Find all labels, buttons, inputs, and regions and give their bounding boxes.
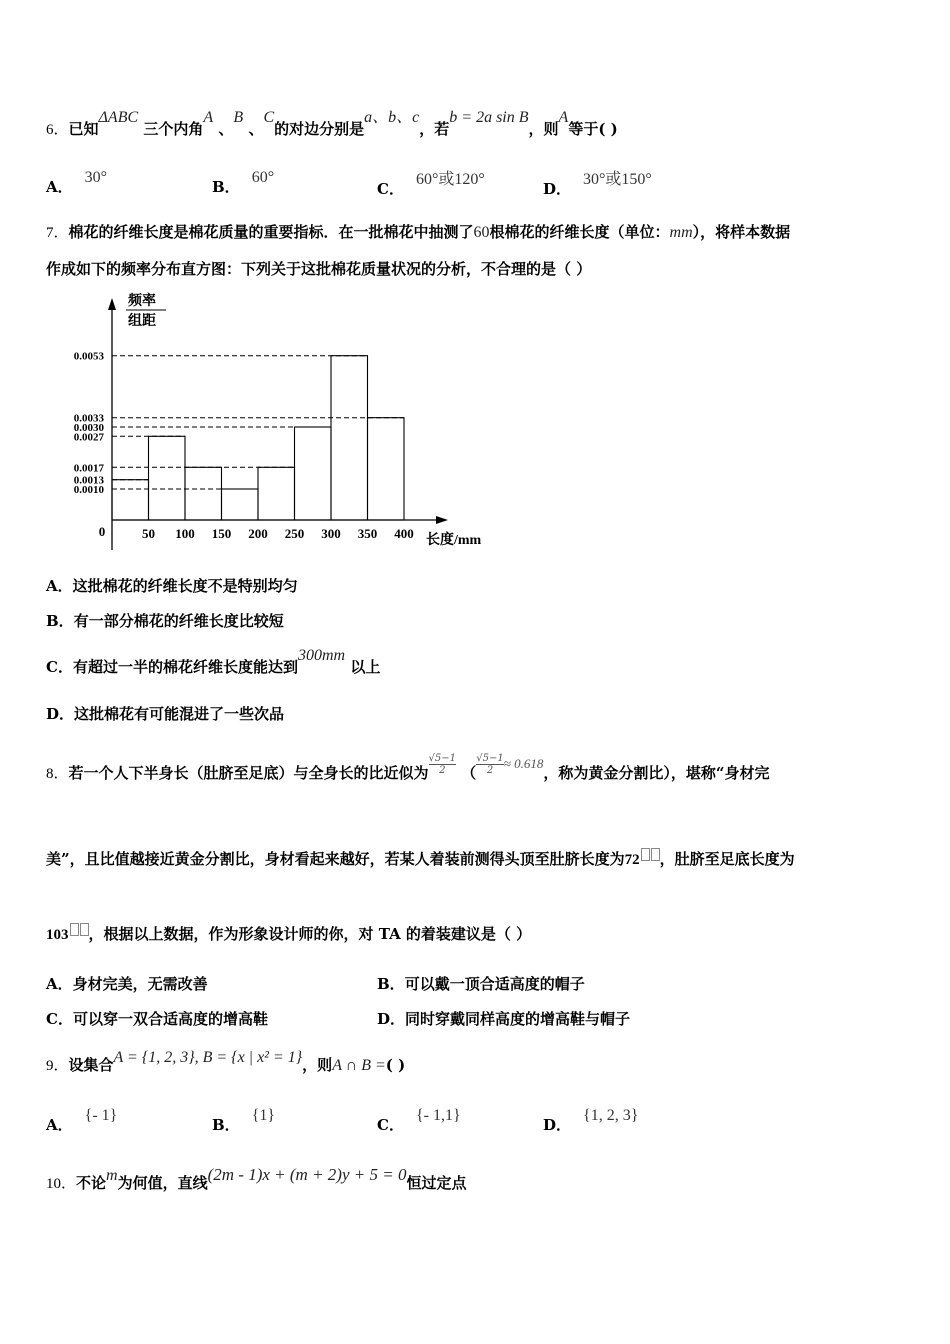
- histogram-bar: [368, 418, 405, 520]
- q7-300mm-math: 300mm: [297, 647, 346, 664]
- missing-glyph-icon: [651, 848, 660, 861]
- y-tick-label: 0.0030: [73, 422, 104, 434]
- y-axis-label-bottom: 组距: [128, 314, 156, 329]
- q9-number: 9．: [46, 1058, 69, 1074]
- x-tick-label: 350: [357, 526, 378, 541]
- q6-condition-math: b = 2a sin B: [449, 109, 529, 126]
- q6-option-d[interactable]: D．30°或150°: [543, 171, 652, 198]
- q10-line-equation-math: (2m - 1)x + (m + 2)y + 5 = 0: [207, 1165, 407, 1184]
- q6-stem: 6．已知ΔABC 三个内角A 、B 、C的对边分别是a、b、c，若b = 2a sin B，则A等于( ): [46, 109, 618, 138]
- q6-option-c[interactable]: C．60°或120°: [377, 171, 485, 198]
- missing-glyph-icon: [70, 923, 79, 936]
- q7-option-a[interactable]: A．这批棉花的纤维长度不是特别均匀: [46, 577, 298, 595]
- q9-option-c[interactable]: C．{- 1,1}: [377, 1107, 461, 1134]
- y-axis-label-top: 频率: [128, 294, 156, 309]
- q7-option-d[interactable]: D．这批棉花有可能混进了一些次品: [46, 705, 285, 723]
- q6-sides-math: a、b、c: [364, 109, 420, 126]
- q10-stem: 10．不论m为何值，直线(2m - 1)x + (m + 2)y + 5 = 0恒过定点: [46, 1165, 467, 1192]
- missing-glyph-icon: [80, 923, 89, 936]
- q9-stem: 9．设集合A = {1, 2, 3}, B = {x | x² = 1}，则A ∩ B =( ): [46, 1049, 406, 1074]
- x-tick-label: 200: [248, 526, 268, 541]
- q8-option-b[interactable]: B．可以戴一顶合适高度的帽子: [377, 975, 585, 993]
- y-tick-label: 0.0013: [73, 474, 104, 487]
- y-tick-label: 0.0033: [73, 412, 104, 425]
- y-axis-arrow-icon: [108, 298, 116, 310]
- q7-number: 7．: [46, 225, 69, 241]
- histogram-bar: [331, 356, 368, 520]
- q10-number: 10．: [46, 1176, 77, 1192]
- q7-stem-line1: 7．棉花的纤维长度是棉花质量的重要指标．在一批棉花中抽测了60根棉花的纤维长度（单位：mm），将样本数据: [46, 223, 791, 241]
- q8-option-d[interactable]: D．同时穿戴同样高度的增高鞋与帽子: [377, 1010, 631, 1028]
- histogram-bar: [295, 427, 332, 520]
- x-tick-label: 150: [211, 526, 232, 541]
- histogram-bar: [112, 480, 149, 520]
- q6-option-a[interactable]: A．30°: [46, 169, 108, 196]
- x-axis-label: 长度/mm: [426, 533, 482, 548]
- q8-option-c[interactable]: C．可以穿一双合适高度的增高鞋: [46, 1010, 268, 1028]
- q8-stem-line2: 美”，且比值越接近黄金分割比，身材看起来越好，若某人着装前测得头顶至肚脐长度为72 ，肚脐至足底长度为: [46, 850, 795, 868]
- x-tick-label: 400: [394, 526, 414, 541]
- q7-option-b[interactable]: B．有一部分棉花的纤维长度比较短: [46, 612, 284, 630]
- x-tick-label: 250: [284, 526, 305, 541]
- missing-glyph-icon: [641, 848, 650, 861]
- q8-stem-line1: 8．若一个人下半身长（肚脐至足底）与全身长的比近似为$\frac{√5-1}{2}$ （$\frac{√5-1}{2}$ ≈ 0.618，称为黄金分割比），堪称“身材完: [46, 752, 770, 782]
- golden-ratio-fraction-2: $\frac{√5-1}{2}$: [476, 752, 504, 776]
- y-tick-label: 0.0027: [73, 431, 104, 444]
- frequency-histogram: [56, 288, 496, 556]
- y-tick-label: 0.0017: [73, 462, 104, 475]
- q9-option-b[interactable]: B．{1}: [212, 1107, 276, 1134]
- q8-option-a[interactable]: A．身材完美，无需改善: [46, 975, 208, 993]
- golden-ratio-approx: ≈ 0.618: [503, 756, 544, 771]
- q9-option-a[interactable]: A．{- 1}: [46, 1107, 118, 1134]
- golden-ratio-fraction: $\frac{√5-1}{2}$: [428, 752, 457, 776]
- y-tick-label: 0.0053: [73, 350, 104, 363]
- origin-label: 0: [98, 524, 106, 539]
- q6-triangle-math: ΔABC: [98, 109, 139, 126]
- q7-stem-line2: 作成如下的频率分布直方图：下列关于这批棉花质量状况的分析，不合理的是（ ）: [46, 260, 592, 278]
- histogram-bar: [185, 467, 222, 520]
- q9-sets-math: A = {1, 2, 3}, B = {x | x² = 1}: [113, 1049, 303, 1066]
- histogram-bar: [258, 467, 295, 520]
- q7-option-c[interactable]: C．有超过一半的棉花纤维长度能达到300mm 以上: [46, 647, 381, 676]
- q6-number: 6．: [46, 122, 69, 138]
- x-axis-arrow-icon: [436, 516, 448, 524]
- x-tick-label: 100: [175, 526, 195, 541]
- x-tick-label: 50: [142, 526, 155, 541]
- q8-number: 8．: [46, 766, 69, 782]
- histogram-bar: [222, 489, 259, 520]
- y-tick-label: 0.0010: [73, 484, 104, 496]
- histogram-bar: [149, 436, 186, 520]
- x-tick-label: 300: [321, 526, 341, 541]
- q6-option-b[interactable]: B．60°: [212, 169, 275, 196]
- q8-stem-line3: 103 ，根据以上数据，作为形象设计师的你，对 TA 的着装建议是（ ）: [46, 925, 532, 943]
- q9-option-d[interactable]: D．{1, 2, 3}: [543, 1107, 639, 1134]
- q9-intersection-math: A ∩ B =: [332, 1057, 386, 1074]
